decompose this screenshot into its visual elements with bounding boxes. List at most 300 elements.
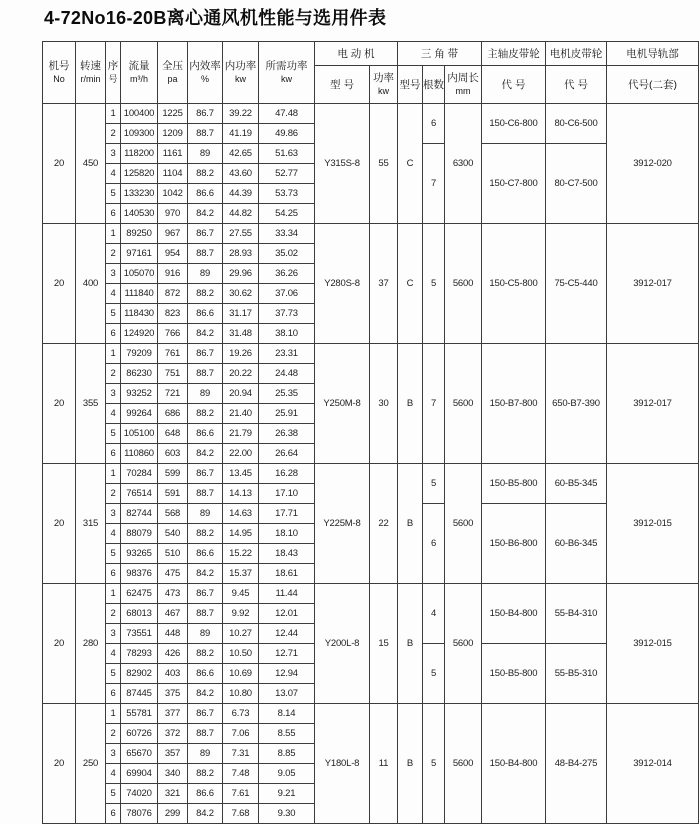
cell-power: 29.96 xyxy=(223,264,259,284)
header-speed-line2: r/min xyxy=(80,73,101,84)
cell-required-power: 36.26 xyxy=(259,264,315,284)
table-row xyxy=(43,104,699,124)
cell-seq: 2 xyxy=(106,724,121,744)
header-seq-line2: 号 xyxy=(108,73,118,84)
cell-pressure: 954 xyxy=(158,244,188,264)
cell-seq: 5 xyxy=(106,784,121,804)
header-motor-pulley-code: 代 号 xyxy=(546,66,607,104)
cell-seq: 1 xyxy=(106,704,121,724)
cell-required-power: 8.55 xyxy=(259,724,315,744)
cell-required-power: 37.06 xyxy=(259,284,315,304)
cell-seq: 4 xyxy=(106,404,121,424)
header-machine-no-line2: No xyxy=(53,73,65,84)
header-rail-code: 代号(二套) xyxy=(607,66,699,104)
header-power-line2: kw xyxy=(235,73,246,84)
cell-power: 14.95 xyxy=(223,524,259,544)
cell-flow: 93265 xyxy=(121,544,158,564)
header-rail-group: 电机导轨部 xyxy=(607,42,699,66)
cell-flow: 79209 xyxy=(121,344,158,364)
header-required-power-line2: kw xyxy=(281,73,292,84)
cell-main-pulley-code: 150-B5-800 xyxy=(482,464,546,504)
cell-motor-pulley-code: 650-B7-390 xyxy=(546,344,607,464)
cell-required-power: 13.07 xyxy=(259,684,315,704)
cell-seq: 4 xyxy=(106,644,121,664)
header-belt-length-line1: 内周长 xyxy=(447,72,479,85)
cell-flow: 93252 xyxy=(121,384,158,404)
cell-motor-model: Y250M-8 xyxy=(315,344,370,464)
cell-main-pulley-code: 150-B4-800 xyxy=(482,704,546,824)
cell-power: 39.22 xyxy=(223,104,259,124)
cell-required-power: 54.25 xyxy=(259,204,315,224)
cell-efficiency: 86.7 xyxy=(188,104,223,124)
cell-required-power: 35.02 xyxy=(259,244,315,264)
cell-seq: 1 xyxy=(106,104,121,124)
header-seq-line1: 序 xyxy=(107,60,119,73)
cell-required-power: 18.43 xyxy=(259,544,315,564)
cell-pressure: 473 xyxy=(158,584,188,604)
cell-required-power: 49.86 xyxy=(259,124,315,144)
table-row xyxy=(43,704,699,724)
header-motor-power-line2: kw xyxy=(378,85,389,96)
cell-speed: 400 xyxy=(76,224,106,344)
cell-seq: 5 xyxy=(106,544,121,564)
cell-motor-pulley-code: 60-B6-345 xyxy=(546,504,607,584)
cell-power: 7.06 xyxy=(223,724,259,744)
cell-efficiency: 86.6 xyxy=(188,424,223,444)
cell-flow: 55781 xyxy=(121,704,158,724)
cell-efficiency: 89 xyxy=(188,744,223,764)
cell-pressure: 599 xyxy=(158,464,188,484)
cell-power: 10.69 xyxy=(223,664,259,684)
cell-required-power: 37.73 xyxy=(259,304,315,324)
cell-efficiency: 86.7 xyxy=(188,344,223,364)
cell-efficiency: 88.2 xyxy=(188,524,223,544)
cell-flow: 69904 xyxy=(121,764,158,784)
cell-rail-code: 3912-017 xyxy=(607,344,699,464)
cell-power: 44.82 xyxy=(223,204,259,224)
cell-power: 30.62 xyxy=(223,284,259,304)
cell-required-power: 53.73 xyxy=(259,184,315,204)
header-main-pulley-group: 主轴皮带轮 xyxy=(482,42,546,66)
cell-seq: 5 xyxy=(106,664,121,684)
cell-required-power: 16.28 xyxy=(259,464,315,484)
header-efficiency-line2: % xyxy=(200,73,209,84)
cell-seq: 2 xyxy=(106,364,121,384)
cell-seq: 4 xyxy=(106,284,121,304)
cell-power: 10.27 xyxy=(223,624,259,644)
header-motor-power xyxy=(370,66,398,104)
cell-flow: 62475 xyxy=(121,584,158,604)
cell-motor-model: Y315S-8 xyxy=(315,104,370,224)
cell-efficiency: 84.2 xyxy=(188,204,223,224)
cell-pressure: 761 xyxy=(158,344,188,364)
cell-efficiency: 84.2 xyxy=(188,804,223,824)
cell-pressure: 372 xyxy=(158,724,188,744)
cell-power: 15.22 xyxy=(223,544,259,564)
cell-flow: 82744 xyxy=(121,504,158,524)
cell-machine-no: 20 xyxy=(43,224,76,344)
cell-required-power: 47.48 xyxy=(259,104,315,124)
cell-efficiency: 89 xyxy=(188,264,223,284)
cell-machine-no: 20 xyxy=(43,464,76,584)
cell-motor-power: 37 xyxy=(370,224,398,344)
cell-power: 22.00 xyxy=(223,444,259,464)
cell-efficiency: 88.7 xyxy=(188,244,223,264)
cell-efficiency: 86.7 xyxy=(188,584,223,604)
cell-efficiency: 88.7 xyxy=(188,724,223,744)
cell-motor-power: 30 xyxy=(370,344,398,464)
cell-required-power: 38.10 xyxy=(259,324,315,344)
cell-seq: 1 xyxy=(106,344,121,364)
cell-efficiency: 88.2 xyxy=(188,764,223,784)
cell-flow: 74020 xyxy=(121,784,158,804)
cell-seq: 6 xyxy=(106,804,121,824)
cell-flow: 73551 xyxy=(121,624,158,644)
cell-main-pulley-code: 150-C5-800 xyxy=(482,224,546,344)
cell-power: 7.31 xyxy=(223,744,259,764)
cell-power: 7.48 xyxy=(223,764,259,784)
header-belt-length xyxy=(445,66,482,104)
cell-efficiency: 88.2 xyxy=(188,404,223,424)
cell-efficiency: 88.2 xyxy=(188,284,223,304)
cell-pressure: 916 xyxy=(158,264,188,284)
cell-belt-model: C xyxy=(398,104,423,224)
cell-speed: 450 xyxy=(76,104,106,224)
cell-efficiency: 88.7 xyxy=(188,484,223,504)
cell-required-power: 18.61 xyxy=(259,564,315,584)
cell-seq: 3 xyxy=(106,504,121,524)
cell-required-power: 12.01 xyxy=(259,604,315,624)
cell-power: 20.94 xyxy=(223,384,259,404)
cell-motor-pulley-code: 75-C5-440 xyxy=(546,224,607,344)
cell-belt-count: 4 xyxy=(423,584,445,644)
cell-required-power: 12.71 xyxy=(259,644,315,664)
cell-efficiency: 86.6 xyxy=(188,664,223,684)
cell-rail-code: 3912-015 xyxy=(607,464,699,584)
cell-power: 13.45 xyxy=(223,464,259,484)
cell-required-power: 17.10 xyxy=(259,484,315,504)
cell-seq: 2 xyxy=(106,484,121,504)
cell-efficiency: 88.7 xyxy=(188,604,223,624)
cell-pressure: 872 xyxy=(158,284,188,304)
cell-pressure: 568 xyxy=(158,504,188,524)
cell-power: 10.50 xyxy=(223,644,259,664)
cell-motor-power: 55 xyxy=(370,104,398,224)
cell-seq: 4 xyxy=(106,524,121,544)
header-belt-count: 根数 xyxy=(423,66,445,104)
cell-efficiency: 84.2 xyxy=(188,444,223,464)
cell-pressure: 970 xyxy=(158,204,188,224)
header-pressure xyxy=(158,42,188,104)
cell-flow: 65670 xyxy=(121,744,158,764)
cell-flow: 78076 xyxy=(121,804,158,824)
cell-seq: 3 xyxy=(106,144,121,164)
cell-flow: 87445 xyxy=(121,684,158,704)
cell-belt-count: 6 xyxy=(423,504,445,584)
cell-power: 15.37 xyxy=(223,564,259,584)
cell-seq: 4 xyxy=(106,164,121,184)
cell-pressure: 823 xyxy=(158,304,188,324)
cell-seq: 6 xyxy=(106,204,121,224)
cell-main-pulley-code: 150-B5-800 xyxy=(482,644,546,704)
cell-pressure: 467 xyxy=(158,604,188,624)
cell-pressure: 510 xyxy=(158,544,188,564)
cell-pressure: 686 xyxy=(158,404,188,424)
cell-main-pulley-code: 150-C7-800 xyxy=(482,144,546,224)
cell-efficiency: 86.7 xyxy=(188,704,223,724)
cell-flow: 76514 xyxy=(121,484,158,504)
cell-pressure: 426 xyxy=(158,644,188,664)
cell-pressure: 377 xyxy=(158,704,188,724)
cell-seq: 3 xyxy=(106,384,121,404)
cell-belt-count: 5 xyxy=(423,704,445,824)
cell-belt-length: 6300 xyxy=(445,104,482,224)
cell-efficiency: 88.2 xyxy=(188,644,223,664)
cell-power: 9.45 xyxy=(223,584,259,604)
cell-rail-code: 3912-020 xyxy=(607,104,699,224)
cell-efficiency: 89 xyxy=(188,504,223,524)
cell-power: 14.63 xyxy=(223,504,259,524)
cell-pressure: 967 xyxy=(158,224,188,244)
cell-motor-model: Y180L-8 xyxy=(315,704,370,824)
header-pressure-line1: 全压 xyxy=(162,60,183,73)
cell-flow: 105100 xyxy=(121,424,158,444)
cell-pressure: 375 xyxy=(158,684,188,704)
cell-belt-count: 6 xyxy=(423,104,445,144)
cell-flow: 88079 xyxy=(121,524,158,544)
header-main-pulley-code: 代 号 xyxy=(482,66,546,104)
cell-power: 42.65 xyxy=(223,144,259,164)
cell-speed: 250 xyxy=(76,704,106,824)
cell-efficiency: 86.7 xyxy=(188,464,223,484)
cell-required-power: 52.77 xyxy=(259,164,315,184)
cell-speed: 355 xyxy=(76,344,106,464)
cell-belt-model: B xyxy=(398,464,423,584)
cell-motor-pulley-code: 55-B5-310 xyxy=(546,644,607,704)
cell-efficiency: 89 xyxy=(188,384,223,404)
cell-belt-model: B xyxy=(398,704,423,824)
cell-power: 31.48 xyxy=(223,324,259,344)
cell-seq: 1 xyxy=(106,224,121,244)
cell-flow: 99264 xyxy=(121,404,158,424)
fan-spec-table xyxy=(42,41,699,824)
cell-pressure: 357 xyxy=(158,744,188,764)
cell-flow: 68013 xyxy=(121,604,158,624)
cell-efficiency: 86.6 xyxy=(188,184,223,204)
cell-seq: 3 xyxy=(106,624,121,644)
cell-power: 41.19 xyxy=(223,124,259,144)
header-motor-pulley-group: 电机皮带轮 xyxy=(546,42,607,66)
cell-required-power: 12.44 xyxy=(259,624,315,644)
cell-main-pulley-code: 150-B7-800 xyxy=(482,344,546,464)
cell-flow: 60726 xyxy=(121,724,158,744)
cell-power: 19.26 xyxy=(223,344,259,364)
cell-flow: 82902 xyxy=(121,664,158,684)
header-row-groups xyxy=(43,42,699,66)
cell-efficiency: 86.6 xyxy=(188,304,223,324)
header-power xyxy=(223,42,259,104)
cell-belt-count: 5 xyxy=(423,224,445,344)
cell-seq: 5 xyxy=(106,184,121,204)
header-power-line1: 内功率 xyxy=(224,60,257,73)
cell-flow: 97161 xyxy=(121,244,158,264)
cell-pressure: 299 xyxy=(158,804,188,824)
cell-belt-length: 5600 xyxy=(445,344,482,464)
table-row xyxy=(43,464,699,484)
cell-belt-count: 5 xyxy=(423,644,445,704)
header-pressure-line2: pa xyxy=(167,73,178,84)
cell-belt-length: 5600 xyxy=(445,224,482,344)
cell-main-pulley-code: 150-B6-800 xyxy=(482,504,546,584)
cell-required-power: 51.63 xyxy=(259,144,315,164)
table-body xyxy=(43,104,699,824)
cell-power: 28.93 xyxy=(223,244,259,264)
cell-speed: 315 xyxy=(76,464,106,584)
cell-efficiency: 86.6 xyxy=(188,544,223,564)
cell-motor-model: Y280S-8 xyxy=(315,224,370,344)
cell-flow: 110860 xyxy=(121,444,158,464)
cell-motor-pulley-code: 80-C6-500 xyxy=(546,104,607,144)
header-required-power-line1: 所需功率 xyxy=(265,60,308,73)
page-title: 4-72No16-20B离心通风机性能与选用件表 xyxy=(44,8,387,28)
cell-seq: 6 xyxy=(106,564,121,584)
cell-motor-pulley-code: 60-B5-345 xyxy=(546,464,607,504)
cell-belt-model: B xyxy=(398,344,423,464)
cell-rail-code: 3912-017 xyxy=(607,224,699,344)
cell-pressure: 766 xyxy=(158,324,188,344)
cell-pressure: 1161 xyxy=(158,144,188,164)
cell-seq: 6 xyxy=(106,324,121,344)
cell-power: 43.60 xyxy=(223,164,259,184)
cell-belt-length: 5600 xyxy=(445,704,482,824)
cell-power: 9.92 xyxy=(223,604,259,624)
cell-pressure: 448 xyxy=(158,624,188,644)
cell-power: 27.55 xyxy=(223,224,259,244)
cell-flow: 78293 xyxy=(121,644,158,664)
cell-flow: 70284 xyxy=(121,464,158,484)
cell-seq: 5 xyxy=(106,304,121,324)
cell-required-power: 33.34 xyxy=(259,224,315,244)
cell-belt-model: B xyxy=(398,584,423,704)
cell-flow: 124920 xyxy=(121,324,158,344)
cell-speed: 280 xyxy=(76,584,106,704)
cell-pressure: 475 xyxy=(158,564,188,584)
cell-pressure: 1225 xyxy=(158,104,188,124)
header-machine-no-line1: 机号 xyxy=(48,60,70,73)
cell-machine-no: 20 xyxy=(43,704,76,824)
cell-rail-code: 3912-015 xyxy=(607,584,699,704)
cell-pressure: 340 xyxy=(158,764,188,784)
cell-pressure: 591 xyxy=(158,484,188,504)
header-motor-model: 型 号 xyxy=(315,66,370,104)
cell-efficiency: 84.2 xyxy=(188,564,223,584)
cell-required-power: 9.21 xyxy=(259,784,315,804)
cell-belt-model: C xyxy=(398,224,423,344)
cell-flow: 100400 xyxy=(121,104,158,124)
cell-efficiency: 86.7 xyxy=(188,224,223,244)
cell-belt-length: 5600 xyxy=(445,464,482,584)
cell-pressure: 1104 xyxy=(158,164,188,184)
cell-power: 7.68 xyxy=(223,804,259,824)
cell-efficiency: 88.7 xyxy=(188,364,223,384)
cell-motor-pulley-code: 48-B4-275 xyxy=(546,704,607,824)
cell-motor-pulley-code: 55-B4-310 xyxy=(546,584,607,644)
cell-seq: 3 xyxy=(106,264,121,284)
cell-flow: 89250 xyxy=(121,224,158,244)
cell-pressure: 721 xyxy=(158,384,188,404)
cell-belt-count: 7 xyxy=(423,344,445,464)
cell-efficiency: 88.2 xyxy=(188,164,223,184)
cell-power: 21.40 xyxy=(223,404,259,424)
cell-motor-power: 22 xyxy=(370,464,398,584)
cell-required-power: 26.64 xyxy=(259,444,315,464)
cell-pressure: 321 xyxy=(158,784,188,804)
header-belt-group: 三 角 带 xyxy=(398,42,482,66)
cell-rail-code: 3912-014 xyxy=(607,704,699,824)
cell-seq: 2 xyxy=(106,604,121,624)
cell-seq: 6 xyxy=(106,444,121,464)
cell-efficiency: 84.2 xyxy=(188,684,223,704)
cell-machine-no: 20 xyxy=(43,344,76,464)
header-flow xyxy=(121,42,158,104)
table-row xyxy=(43,584,699,604)
cell-flow: 125820 xyxy=(121,164,158,184)
cell-seq: 2 xyxy=(106,124,121,144)
cell-flow: 118200 xyxy=(121,144,158,164)
cell-efficiency: 88.7 xyxy=(188,124,223,144)
cell-flow: 86230 xyxy=(121,364,158,384)
cell-required-power: 18.10 xyxy=(259,524,315,544)
cell-required-power: 8.14 xyxy=(259,704,315,724)
cell-required-power: 26.38 xyxy=(259,424,315,444)
table-header xyxy=(43,42,699,104)
cell-main-pulley-code: 150-C6-800 xyxy=(482,104,546,144)
cell-flow: 133230 xyxy=(121,184,158,204)
cell-power: 10.80 xyxy=(223,684,259,704)
cell-flow: 140530 xyxy=(121,204,158,224)
header-flow-line2: m³/h xyxy=(130,73,148,84)
cell-main-pulley-code: 150-B4-800 xyxy=(482,584,546,644)
header-flow-line1: 流量 xyxy=(128,60,150,73)
cell-required-power: 25.35 xyxy=(259,384,315,404)
cell-power: 21.79 xyxy=(223,424,259,444)
cell-efficiency: 84.2 xyxy=(188,324,223,344)
cell-flow: 111840 xyxy=(121,284,158,304)
cell-required-power: 23.31 xyxy=(259,344,315,364)
header-efficiency xyxy=(188,42,223,104)
header-motor-power-line1: 功率 xyxy=(373,72,394,85)
cell-pressure: 751 xyxy=(158,364,188,384)
header-seq xyxy=(106,42,121,104)
cell-required-power: 12.94 xyxy=(259,664,315,684)
header-belt-model: 型号 xyxy=(398,66,423,104)
cell-seq: 1 xyxy=(106,584,121,604)
cell-required-power: 9.05 xyxy=(259,764,315,784)
cell-motor-pulley-code: 80-C7-500 xyxy=(546,144,607,224)
cell-required-power: 25.91 xyxy=(259,404,315,424)
cell-power: 31.17 xyxy=(223,304,259,324)
header-speed-line1: 转速 xyxy=(80,60,101,73)
cell-required-power: 9.30 xyxy=(259,804,315,824)
cell-power: 44.39 xyxy=(223,184,259,204)
cell-efficiency: 86.6 xyxy=(188,784,223,804)
cell-seq: 2 xyxy=(106,244,121,264)
cell-motor-model: Y225M-8 xyxy=(315,464,370,584)
cell-pressure: 1042 xyxy=(158,184,188,204)
table-row xyxy=(43,344,699,364)
cell-flow: 109300 xyxy=(121,124,158,144)
cell-power: 20.22 xyxy=(223,364,259,384)
